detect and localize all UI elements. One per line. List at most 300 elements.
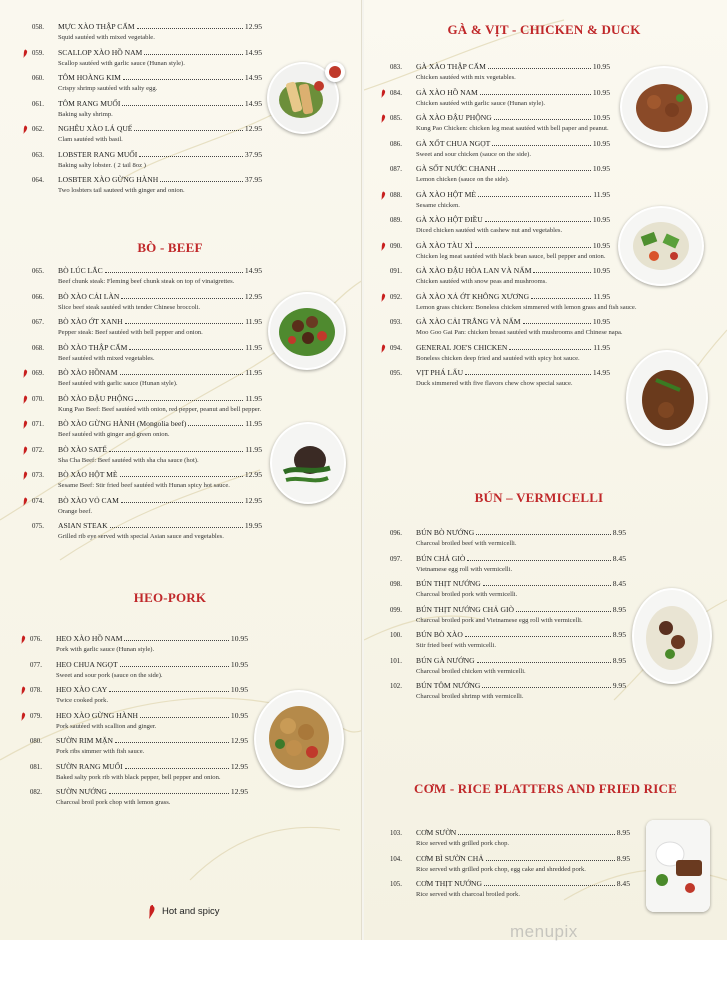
leader-dots [488,68,591,69]
leader-dots [485,221,591,222]
menu-item [30,736,248,762]
leader-dots [125,323,244,324]
leader-dots [533,272,590,273]
item-description: Moo Goo Gai Pan: chicken breast sautéed with mushrooms and Chinese napa. [416,329,623,336]
leader-dots [482,687,610,688]
item-name: HEO CHUA NGỌT [56,659,118,669]
item-description: Kung Pao Chicken: chicken leg meat sautéed with bell paper and peanut. [416,125,609,132]
item-name: HEO XÀO GỪNG HÀNH [56,710,139,720]
menu-item [32,266,262,292]
item-description: Charcoal broiled beef with vermicelli. [416,540,517,547]
item-description: Baking salty shrimp. [58,110,113,118]
item-name: BÒ XÀO CẢI LÀN [58,291,120,301]
item-name: SƯỜN NƯỚNG [56,787,107,796]
left-menu-page [0,0,363,940]
item-description: Sweet and sour chicken (sauce on the side). [416,150,531,158]
item-number: 076. [30,636,42,643]
chili-pepper-icon [21,634,26,644]
item-description: Pork ribs simmer with fish sauce. [56,748,145,755]
item-name: MỰC XÀO THẬP CẨM [58,22,135,31]
item-number: 089. [390,217,402,224]
item-number: 079. [30,712,42,720]
chili-pepper-icon [148,903,156,919]
menu-item [32,394,262,420]
item-price: 10.95 [592,240,610,250]
menu-item [32,48,262,74]
item-name: SCALLOP XÀO HỒ NAM [58,47,143,57]
item-price: 14.95 [244,73,262,82]
item-price: 14.95 [244,266,262,275]
item-description: Slice beef steak sautéed with tender Chinese broccoli. [58,303,201,311]
item-name: SƯỜN RIM MẶN [56,736,113,745]
leader-dots [476,534,610,535]
item-name: GÀ XÀO HỘT MÈ [416,189,476,199]
chili-pepper-icon [381,113,386,123]
item-number: 066. [32,293,44,301]
item-number: 084. [390,89,402,97]
item-description: Beef sautéed with garlic sauce (Hunan style). [58,380,178,387]
item-description: Chicken sautéed with mix vegetables. [416,74,516,81]
chili-pepper-icon [23,419,28,429]
item-name: CƠM SƯỜN [416,828,457,837]
vermicelli-items-list [390,528,626,707]
item-description: Chicken sautéed with snow peas and mushrooms. [416,278,547,285]
rice-items-list [390,828,630,905]
item-price: 8.95 [612,604,626,614]
item-name: BÒ LÚC LẮC [58,266,103,275]
item-number: 103. [390,830,402,837]
leader-dots [475,247,591,248]
item-price: 11.95 [245,368,262,377]
item-number: 065. [32,268,44,275]
item-name: VỊT PHÁ LẤU [416,368,464,377]
item-number: 078. [30,687,42,694]
menu-item [32,521,262,547]
item-name: GÀ XÀO XẢ ỚT KHÔNG XƯƠNG [416,291,530,301]
leader-dots [465,636,611,637]
menu-item [390,291,637,318]
item-number: 082. [30,789,42,796]
sauce-bowl-photo [325,62,345,82]
item-price: 14.95 [244,47,262,57]
item-description: Squid sautéed with mixed vegetable. [58,34,155,41]
menu-item [390,266,610,292]
leader-dots [137,28,243,29]
item-name: GÀ XÀO CẢI TRẮNG VÀ NẤM [416,317,521,326]
item-number: 060. [32,75,44,82]
vermicelli-bowl-photo [632,588,712,684]
leader-dots [523,323,591,324]
item-price: 8.95 [616,828,630,837]
menu-item [390,164,610,190]
item-name: BÚN THỊT NƯỚNG [416,579,481,588]
item-price: 10.95 [592,164,610,173]
item-description: Sesame Beef: Stir fried beef sautéed with Hunan spicy hot sauce. [58,482,230,489]
item-description: Charcoal broil pork chop with lemon grass. [56,799,171,806]
item-description: Vietnamese egg roll with vermicelli. [416,565,513,573]
leader-dots [109,691,229,692]
seafood-items-list [32,22,262,201]
chili-pepper-icon [23,445,28,455]
item-name: BÒ XÀO GỪNG HÀNH (Mongolia beef) [58,419,187,428]
item-description: Lemon grass chicken: Boneless chicken simmered with lemon grass and fish sauce. [416,303,637,311]
leader-dots [122,105,242,106]
menupix-watermark: menupix [510,922,578,941]
menu-item [30,762,248,788]
item-price: 8.45 [616,879,630,888]
menu-item [390,317,623,343]
item-price: 12.95 [244,22,262,31]
menu-item [390,215,610,241]
item-price: 10.95 [592,266,610,275]
item-price: 10.95 [592,113,610,122]
item-name: BÚN TÔM NƯỚNG [416,681,481,690]
item-description: Chicken sautéed with garlic sauce (Hunan style). [416,99,546,107]
item-number: 097. [390,555,402,563]
item-number: 093. [390,319,402,326]
item-name: BÒ XÀO ỚT XANH [58,317,123,326]
item-description: Duck simmered with five flavors chew chow special sauce. [416,380,573,387]
menu-item [390,579,626,605]
leader-dots [477,662,611,663]
leader-dots [484,885,615,886]
menu-item [30,634,248,660]
item-name: ASIAN STEAK [58,521,108,530]
item-price: 10.95 [230,634,248,643]
item-description: Pork with garlic sauce (Hunan style). [56,646,155,653]
item-name: BÚN CHẢ GIÒ [416,553,466,563]
item-name: TÔM HOÀNG KIM [58,73,121,82]
pork-items-list [30,634,248,813]
menu-item [32,73,262,99]
item-price: 11.95 [593,189,610,199]
menu-item [390,241,610,267]
chili-pepper-icon [381,241,386,251]
leader-dots [129,349,243,350]
item-price: 12.95 [230,761,248,771]
item-price: 8.95 [612,630,626,639]
item-description: Baked salty pork rib with black pepper, bell pepper and onion. [56,773,221,781]
menu-item [32,368,262,394]
item-description: Baking salty lobster. ( 2 tail 8oz ) [58,161,146,169]
item-name: BÒ XÀO HỒNAM [58,368,118,377]
item-name: GÀ XÀO ĐẬU HÒA LAN VÀ NẤM [416,266,532,275]
item-number: 083. [390,64,402,71]
item-price: 11.95 [593,342,610,352]
menu-item [32,445,262,471]
leader-dots [483,585,611,586]
leader-dots [509,349,591,350]
leader-dots [494,119,591,120]
item-description: Beef chunk steak: Fleming beef chunk steak on top of vinaigrettes. [58,278,235,285]
item-name: LOSBTER XÀO GỪNG HÀNH [58,175,159,184]
menu-item [30,787,248,813]
item-number: 064. [32,177,44,184]
chili-pepper-icon [23,124,28,134]
section-title-rice: CƠM - RICE PLATTERS AND FRIED RICE [414,781,677,796]
chili-pepper-icon [21,711,26,721]
item-description: Pork sautéed with scallion and ginger. [56,722,157,730]
beef-items-list [32,266,262,547]
item-name: GÀ XỐT CHUA NGỌT [416,138,491,148]
item-price: 10.95 [230,659,248,669]
chili-pepper-icon [21,685,26,695]
menu-item [390,528,626,554]
menu-item [390,190,610,216]
item-price: 8.95 [612,655,626,665]
leader-dots [188,425,243,426]
menu-item [390,630,626,656]
item-price: 11.95 [245,419,262,428]
item-price: 10.95 [230,685,248,694]
item-description: Beef sautéed with mixed vegetables. [58,354,155,362]
item-price: 10.95 [592,62,610,71]
item-price: 10.95 [592,138,610,148]
leader-dots [458,834,614,835]
chili-pepper-icon [23,394,28,404]
item-number: 070. [32,395,44,403]
item-number: 095. [390,370,402,377]
menu-item [32,22,262,48]
leader-dots [467,560,610,561]
leader-dots [105,272,243,273]
menu-item [390,656,626,682]
leader-dots [135,400,243,401]
item-name: BÒ XÀO HỘT MÈ [58,470,118,479]
menu-item [390,113,610,139]
item-description: Sweet and sour pork (sauce on the side). [56,671,163,679]
item-description: Boneless chicken deep fried and sautéed with spicy hot sauce. [416,354,580,362]
lemongrass-chicken-photo [626,350,708,446]
section-title-chicken-duck: GÀ & VỊT - CHICKEN & DUCK [447,22,641,37]
item-description: Rice served with charcoal broiled pork. [416,891,520,898]
item-number: 077. [30,661,42,669]
item-description: Grilled rib eye served with special Asian sauce and vegetables. [58,533,224,540]
menu-item [390,828,630,854]
item-number: 091. [390,268,402,275]
item-description: Sesame chicken. [416,201,460,209]
leader-dots [123,79,243,80]
leader-dots [144,54,243,55]
item-number: 061. [32,100,44,108]
item-description: Charcoal broiled pork with vermicelli. [416,591,518,598]
item-price: 14.95 [592,368,610,377]
leader-dots [125,768,229,769]
item-number: 058. [32,24,44,31]
section-title-vermicelli: BÚN – VERMICELLI [474,490,604,505]
item-name: NGHÊU XÀO LÁ QUẾ [58,124,133,133]
menu-item [32,175,262,201]
spicy-legend [148,903,220,919]
item-name: SƯỜN RANG MUỐI [56,761,123,771]
menu-item [32,292,262,318]
leader-dots [120,666,229,667]
item-number: 071. [32,421,44,428]
leader-dots [115,742,229,743]
item-name: GÀ SỐT NƯỚC CHANH [416,164,496,173]
menu-item [32,496,262,522]
item-description: Two losbters tail sauteed with ginger and onion. [58,187,185,194]
item-description: Orange beef. [58,507,93,515]
item-name: BÚN GÀ NƯỚNG [416,655,475,665]
item-name: BÒ XÀO SATẾ [58,444,107,454]
item-name: CƠM THỊT NƯỚNG [416,879,482,888]
item-name: CƠM BÌ SƯỜN CHẢ [416,853,484,863]
item-price: 10.95 [592,317,610,326]
menu-item [390,343,610,369]
menu-item [32,419,262,445]
leader-dots [120,476,243,477]
legend-text: Hot and spicy [162,905,220,917]
item-number: 063. [32,151,44,159]
item-description: Rice served with grilled pork chop. [416,840,510,847]
vegetable-chicken-photo [618,206,704,286]
sesame-beef-photo [270,422,346,504]
item-number: 062. [32,126,44,133]
item-description: Twice cooked pork. [56,697,109,704]
item-number: 104. [390,855,402,863]
item-price: 8.95 [612,528,626,537]
menu-item [390,879,630,905]
item-price: 19.95 [244,521,262,530]
item-number: 068. [32,344,44,352]
item-name: GÀ XÀO TÀU XÌ [416,240,473,250]
item-name: BÒ XÀO ĐẬU PHỘNG [58,393,134,403]
leader-dots [120,374,244,375]
item-number: 087. [390,166,402,173]
item-number: 099. [390,606,402,614]
leader-dots [109,451,243,452]
chicken-dish-photo [620,66,708,148]
menu-item [390,368,610,394]
menu-item [32,470,262,496]
item-price: 11.95 [245,342,262,352]
item-description: Chicken leg meat sautéed with black bean sauce, bell pepper and onion. [416,252,606,260]
leader-dots [140,717,229,718]
item-name: GÀ XÀO THẬP CẨM [416,62,486,71]
item-price: 11.95 [245,317,262,326]
item-price: 14.95 [244,98,262,108]
item-number: 105. [390,881,402,888]
item-number: 075. [32,523,44,530]
item-name: HEO XÀO HỒ NAM [56,634,123,643]
item-price: 8.45 [612,579,626,588]
item-description: Charcoal broiled chicken with vermicelli. [416,667,526,675]
item-price: 11.95 [245,444,262,454]
item-name: BÒ XÀO THẬP CẨM [58,342,128,352]
menu-item [390,681,626,707]
item-number: 085. [390,115,402,122]
menu-item [390,854,630,880]
item-description: Charcoal broiled pork and Vietnamese egg roll with vermicelli. [416,616,583,624]
item-name: TÔM RANG MUỐI [58,98,121,108]
leader-dots [110,527,243,528]
section-title-pork: HEO-PORK [133,590,207,605]
leader-dots [478,196,591,197]
item-number: 100. [390,632,402,639]
leader-dots [160,181,243,182]
item-name: BÚN BÒ XÀO [416,630,463,639]
menu-item [30,711,248,737]
item-number: 059. [32,49,44,57]
leader-dots [139,156,243,157]
item-price: 10.95 [230,710,248,720]
item-name: LOBSTER RANG MUỐI [58,149,138,159]
item-price: 10.95 [592,87,610,97]
item-number: 073. [32,472,44,479]
item-number: 090. [390,242,402,250]
menu-item [32,124,262,150]
item-price: 8.45 [612,553,626,563]
rice-platter-photo [646,820,710,912]
item-description: Charcoal broiled shrimp with vermicelli. [416,693,524,700]
chili-pepper-icon [23,470,28,480]
item-number: 081. [30,763,42,771]
item-number: 096. [390,530,402,537]
item-number: 080. [30,738,42,745]
item-price: 12.95 [230,787,248,796]
chili-pepper-icon [23,496,28,506]
item-number: 102. [390,683,402,690]
item-description: Kung Pao Beef: Beef sautéed with onion, red pepper, peanut and bell pepper. [58,405,262,413]
item-description: Lemon chicken (sauce on the side). [416,176,510,183]
item-price: 9.95 [612,681,626,690]
item-description: Clam sautéed with basil. [58,136,123,143]
item-description: Scallop sautéed with garlic sauce (Hunan style). [58,59,185,67]
item-number: 094. [390,344,402,352]
menu-item [30,660,248,686]
item-name: GÀ XÀO HỒ NAM [416,87,478,97]
item-name: BÚN BÒ NƯỚNG [416,528,475,537]
item-description: Rice served with grilled pork chop, egg cake and shredded pork. [416,865,586,873]
beef-salad-photo [268,292,346,370]
leader-dots [492,145,591,146]
chili-pepper-icon [23,368,28,378]
menu-item [390,88,610,114]
right-menu-page [364,0,727,940]
leader-dots [531,298,591,299]
item-name: GÀ XÀO HỘT ĐIỀU [416,215,483,224]
menu-item [390,554,626,580]
menu-item [390,139,610,165]
item-price: 12.95 [230,736,248,745]
item-description: Crispy shrimp sautéed with salty egg. [58,85,158,92]
item-price: 37.95 [244,149,262,159]
pork-dish-photo [254,690,344,788]
item-price: 12.95 [244,495,262,505]
leader-dots [109,793,229,794]
leader-dots [121,502,243,503]
item-price: 12.95 [244,470,262,479]
item-description: Pepper steak: Beef sautéed with bell pepper and onion. [58,329,203,336]
item-number: 098. [390,581,402,588]
item-number: 101. [390,657,402,665]
item-price: 11.95 [593,291,610,301]
item-price: 10.95 [592,215,610,224]
leader-dots [121,298,243,299]
item-description: Sha Cha Beef: Beef sautéed with sha cha sauce (hot). [58,456,199,464]
leader-dots [480,94,591,95]
leader-dots [134,130,242,131]
page-bottom-margin [0,940,727,1000]
item-description: Beef sautéed with ginger and green onion. [58,431,170,438]
item-price: 37.95 [244,175,262,184]
leader-dots [486,860,615,861]
chili-pepper-icon [381,88,386,98]
menu-item [30,685,248,711]
item-number: 092. [390,293,402,301]
item-name: BÒ XÀO VỎ CAM [58,495,119,505]
